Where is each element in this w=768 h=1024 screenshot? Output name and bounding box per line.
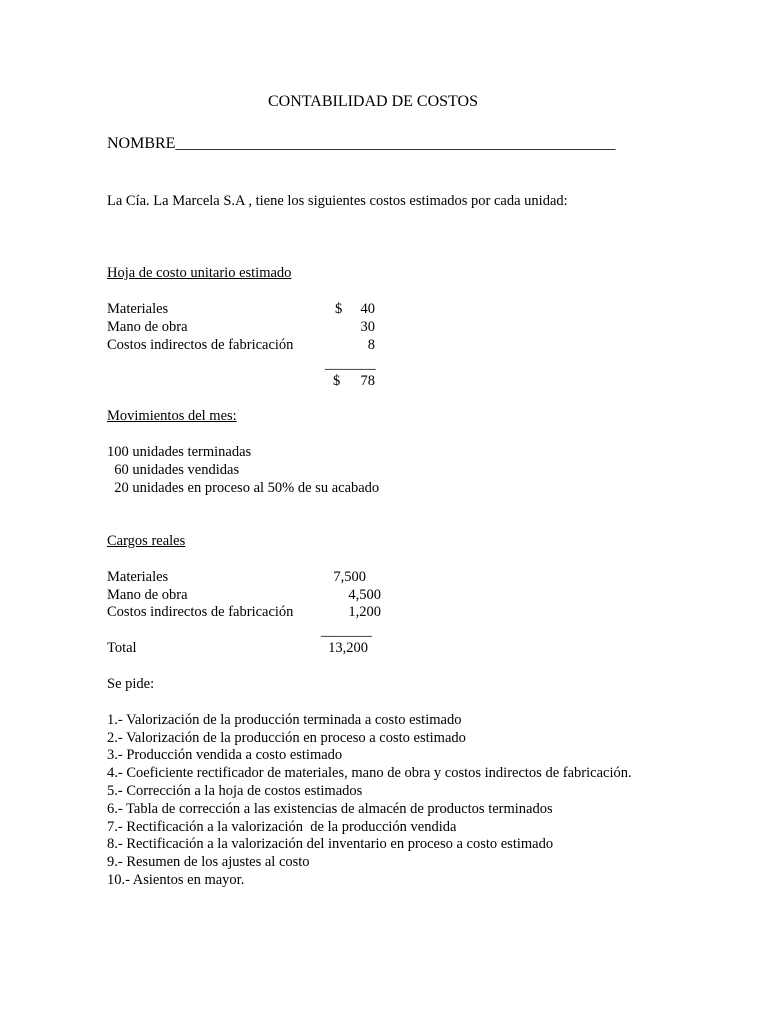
cargos-total-label: Total — [107, 640, 137, 656]
task-item: 8.- Rectificación a la valorización del inventario en proceso a costo estimado — [107, 836, 554, 852]
cargos-row-label: Mano de obra — [107, 587, 188, 603]
cargos-row-value: 1,200 — [348, 604, 381, 620]
hoja-row-value: 8 — [367, 337, 375, 353]
se-pide-label: Se pide: — [107, 676, 155, 692]
hoja-total-currency: $ — [333, 373, 341, 389]
hoja-row-value: 30 — [360, 319, 375, 335]
task-item: 6.- Tabla de corrección a las existencias de almacén de productos terminados — [107, 801, 553, 817]
cargos-row-label: Costos indirectos de fabricación — [107, 604, 294, 620]
cargos-row-label: Materiales — [107, 569, 169, 585]
cargos-sum-rule: _______ — [321, 623, 372, 639]
cargos-heading: Cargos reales — [107, 533, 186, 549]
hoja-row-value: 40 — [360, 301, 375, 317]
movimientos-line: 60 unidades vendidas — [107, 462, 240, 478]
cargos-total-value: 13,200 — [328, 640, 368, 656]
hoja-row-label: Costos indirectos de fabricación — [107, 337, 294, 353]
hoja-total-value: 78 — [360, 373, 375, 389]
task-item: 7.- Rectificación a la valorización de la producción vendida — [107, 819, 457, 835]
hoja-row-label: Materiales — [107, 301, 169, 317]
movimientos-line: 100 unidades terminadas — [107, 444, 252, 460]
movimientos-line: 20 unidades en proceso al 50% de su acabado — [107, 480, 380, 496]
cargos-row-value: 7,500 — [333, 569, 366, 585]
task-item: 1.- Valorización de la producción terminada a costo estimado — [107, 712, 462, 728]
hoja-heading: Hoja de costo unitario estimado — [107, 265, 292, 281]
hoja-row-currency: $ — [335, 301, 343, 317]
task-item: 9.- Resumen de los ajustes al costo — [107, 854, 310, 870]
intro-paragraph: La Cía. La Marcela S.A , tiene los siguientes costos estimados por cada unidad: — [107, 193, 568, 209]
nombre-field — [107, 135, 615, 153]
cargos-row-value: 4,500 — [348, 587, 381, 603]
task-item: 3.- Producción vendida a costo estimado — [107, 747, 343, 763]
nombre-label: NOMBRE — [107, 135, 176, 152]
task-item: 2.- Valorización de la producción en proceso a costo estimado — [107, 730, 466, 746]
hoja-sum-rule: _______ — [325, 356, 376, 372]
task-item: 4.- Coeficiente rectificador de materiales, mano de obra y costos indirectos de fabricación. — [107, 765, 632, 781]
page-title: CONTABILIDAD DE COSTOS — [268, 93, 478, 110]
movimientos-heading: Movimientos del mes: — [107, 408, 237, 424]
nombre-blank-line: _______________________________________________________ — [175, 135, 616, 152]
hoja-row-label: Mano de obra — [107, 319, 188, 335]
task-item: 5.- Corrección a la hoja de costos estimados — [107, 783, 363, 799]
task-item: 10.- Asientos en mayor. — [107, 872, 245, 888]
